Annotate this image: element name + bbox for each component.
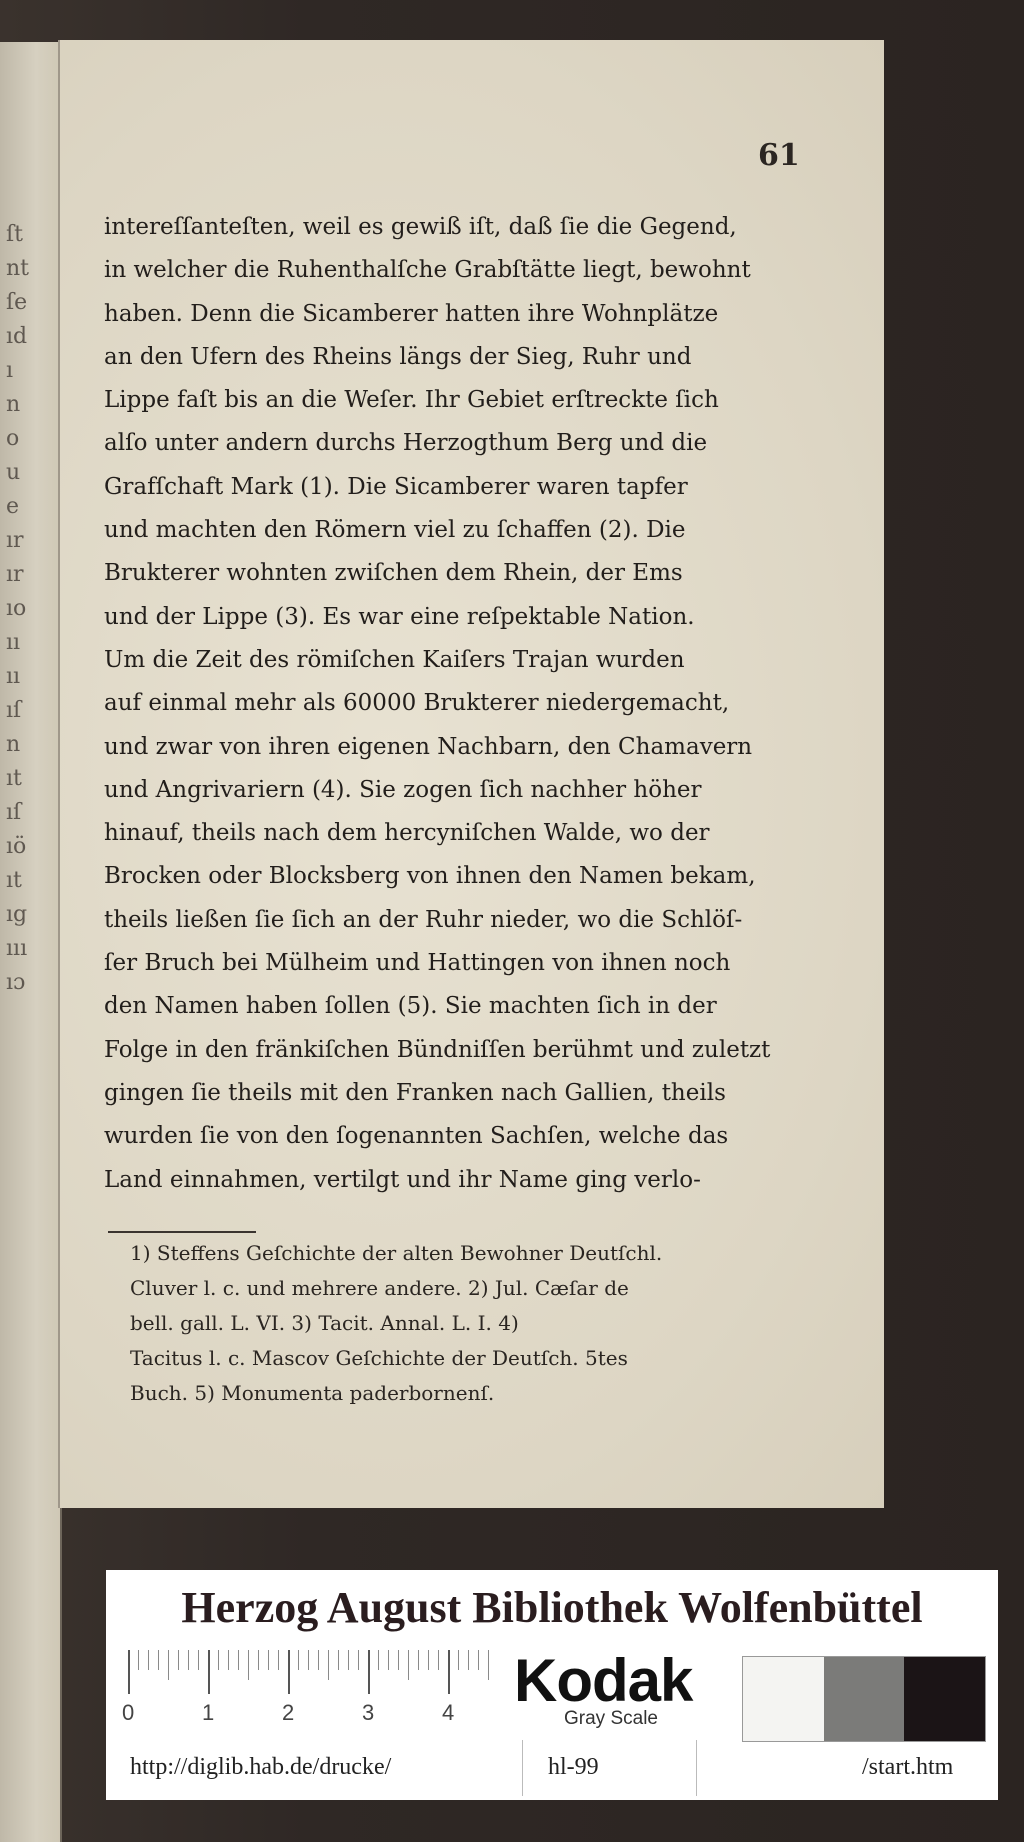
ruler-tick xyxy=(318,1650,319,1670)
text-line: Brocken oder Blocksberg von ihnen den Namen bekam, xyxy=(104,863,756,890)
ruler-tick xyxy=(338,1650,339,1670)
ruler-tick xyxy=(188,1650,189,1670)
ruler-tick xyxy=(428,1650,429,1670)
ruler-tick xyxy=(308,1650,309,1670)
ruler-tick xyxy=(208,1650,210,1694)
adjacent-page-fragment: ıo xyxy=(6,596,27,621)
adjacent-page-fragment: nt xyxy=(6,256,30,281)
footnote-rule xyxy=(108,1231,256,1233)
adjacent-page-fragment: n xyxy=(6,732,21,757)
footnote-line: Cluver l. c. und mehrere andere. 2) Jul. Cæſar de xyxy=(130,1276,629,1300)
gray-scale-label: Gray Scale xyxy=(564,1708,658,1729)
text-line: an den Ufern des Rheins längs der Sieg, Ruhr und xyxy=(104,343,692,370)
adjacent-page-fragment: ıt xyxy=(6,868,22,893)
adjacent-page-fragment: ſt xyxy=(6,222,23,247)
ruler-tick xyxy=(248,1650,249,1680)
ruler-number: 1 xyxy=(202,1700,215,1725)
ruler-tick xyxy=(358,1650,359,1670)
ruler-tick xyxy=(258,1650,259,1670)
ruler-number: 2 xyxy=(282,1700,295,1725)
adjacent-page-fragment: ſe xyxy=(6,290,28,315)
footnote-line: bell. gall. L. VI. 3) Tacit. Annal. L. I. 4) xyxy=(130,1311,519,1335)
adjacent-page-fragment: o xyxy=(6,426,20,451)
footnote-line: Tacitus l. c. Mascov Geſchichte der Deutſch. 5tes xyxy=(130,1346,628,1370)
text-line: auf einmal mehr als 60000 Brukterer niedergemacht, xyxy=(104,690,730,717)
adjacent-page-fragment: ııı xyxy=(6,936,28,961)
url-suffix: /start.htm xyxy=(862,1754,954,1780)
ruler-tick xyxy=(228,1650,229,1670)
adjacent-page-fragment: ıı xyxy=(6,664,21,689)
ruler-tick xyxy=(388,1650,389,1670)
adjacent-page-fragment: ıg xyxy=(6,902,28,927)
ruler-number: 4 xyxy=(442,1700,455,1725)
text-line: intereſſanteſten, weil es gewiß iſt, daß ſie die Gegend, xyxy=(104,214,737,240)
text-line: und Angrivariern (4). Sie zogen ſich nachher höher xyxy=(104,776,702,803)
adjacent-page-fragment: ır xyxy=(6,528,24,553)
ruler-tick xyxy=(418,1650,419,1670)
adjacent-page-fragment: ıt xyxy=(6,766,22,791)
text-line: in welcher die Ruhenthalſche Grabſtätte liegt, bewohnt xyxy=(104,257,751,284)
ruler-tick xyxy=(278,1650,279,1670)
adjacent-page-fragment: ır xyxy=(6,562,24,587)
adjacent-page-fragment: n xyxy=(6,392,21,417)
text-line: Um die Zeit des römiſchen Kaiſers Trajan wurden xyxy=(104,646,685,673)
text-line: und machten den Römern viel zu ſchaffen (2). Die xyxy=(104,517,686,544)
ruler-tick xyxy=(158,1650,159,1670)
gray-patch xyxy=(743,1657,824,1741)
ruler-tick xyxy=(218,1650,219,1670)
library-color-target xyxy=(106,1570,998,1800)
ruler-tick xyxy=(378,1650,379,1670)
text-line: Folge in den fränkiſchen Bündniſſen berühmt und zuletzt xyxy=(104,1036,771,1063)
text-line: den Namen haben ſollen (5). Sie machten ſich in der xyxy=(104,993,717,1020)
ruler-tick xyxy=(238,1650,239,1670)
ruler-number: 3 xyxy=(362,1700,375,1725)
ruler-tick xyxy=(438,1650,439,1670)
text-line: gingen ſie theils mit den Franken nach Gallien, theils xyxy=(104,1079,726,1106)
adjacent-page-fragment: ıı xyxy=(6,630,21,655)
adjacent-page-fragment: ıſ xyxy=(6,800,22,825)
divider xyxy=(696,1740,697,1796)
ruler-tick xyxy=(128,1650,130,1694)
adjacent-page-edge xyxy=(0,42,62,1842)
scale-ruler xyxy=(122,1650,492,1725)
gray-scale-patches xyxy=(742,1656,986,1742)
text-line: und der Lippe (3). Es war eine reſpektable Nation. xyxy=(104,603,695,630)
ruler-tick xyxy=(178,1650,179,1670)
gray-patch xyxy=(824,1657,905,1741)
footnotes xyxy=(130,1236,810,1411)
book-page xyxy=(58,40,884,1508)
footnote-line: Buch. 5) Monumenta paderbornenſ. xyxy=(130,1381,495,1405)
ruler-tick xyxy=(348,1650,349,1670)
ruler-tick xyxy=(478,1650,479,1670)
ruler-tick xyxy=(398,1650,399,1670)
ruler-tick xyxy=(368,1650,370,1694)
ruler-tick xyxy=(458,1650,459,1670)
adjacent-page-fragment: ı xyxy=(6,358,14,383)
ruler-tick xyxy=(268,1650,269,1670)
page-number: 61 xyxy=(758,138,800,173)
ruler-tick xyxy=(328,1650,329,1680)
text-line: hinauf, theils nach dem hercyniſchen Walde, wo der xyxy=(104,820,710,847)
ruler-tick xyxy=(488,1650,489,1680)
text-line: Brukterer wohnten zwiſchen dem Rhein, der Ems xyxy=(104,560,683,587)
adjacent-page-fragment: ıd xyxy=(6,324,28,349)
library-name: Herzog August Bibliothek Wolfenbüttel xyxy=(181,1583,923,1632)
text-line: ſer Bruch bei Mülheim und Hattingen von ihnen noch xyxy=(104,950,731,977)
ruler-tick xyxy=(448,1650,450,1694)
adjacent-page-fragment: u xyxy=(6,460,21,485)
ruler-tick xyxy=(138,1650,139,1670)
kodak-logo: Kodak xyxy=(514,1647,693,1714)
ruler-number: 0 xyxy=(122,1700,135,1725)
text-line: wurden ſie von den ſogenannten Sachſen, welche das xyxy=(104,1123,729,1150)
text-line: Grafſchaft Mark (1). Die Sicamberer waren tapfer xyxy=(104,473,688,500)
url-base: http://diglib.hab.de/drucke/ xyxy=(130,1754,392,1780)
ruler-tick xyxy=(298,1650,299,1670)
text-line: alſo unter andern durchs Herzogthum Berg und die xyxy=(104,430,708,457)
ruler-tick xyxy=(468,1650,469,1670)
ruler-tick xyxy=(168,1650,169,1680)
shelfmark: hl-99 xyxy=(548,1754,599,1780)
ruler-tick xyxy=(198,1650,199,1670)
text-line: theils ließen ſie ſich an der Ruhr nieder, wo die Schlöſ- xyxy=(104,906,743,933)
divider xyxy=(522,1740,523,1796)
adjacent-page-fragment: ıſ xyxy=(6,698,22,723)
text-line: und zwar von ihren eigenen Nachbarn, den Chamavern xyxy=(104,733,753,760)
text-line: Lippe faſt bis an die Weſer. Ihr Gebiet erſtreckte ſich xyxy=(104,387,719,414)
adjacent-page-fragment: ıö xyxy=(6,834,27,859)
ruler-tick xyxy=(148,1650,149,1670)
adjacent-page-fragment: ıɔ xyxy=(6,970,26,995)
ruler-tick xyxy=(288,1650,290,1694)
ruler-tick xyxy=(408,1650,409,1680)
text-line: Land einnahmen, vertilgt und ihr Name ging verlo- xyxy=(104,1166,701,1193)
gray-patch xyxy=(904,1657,985,1741)
text-line: haben. Denn die Sicamberer hatten ihre Wohnplätze xyxy=(104,300,719,327)
footnote-line: 1) Steffens Geſchichte der alten Bewohner Deutſchl. xyxy=(130,1241,663,1265)
body-text xyxy=(104,206,804,1202)
adjacent-page-fragment: e xyxy=(6,494,20,519)
